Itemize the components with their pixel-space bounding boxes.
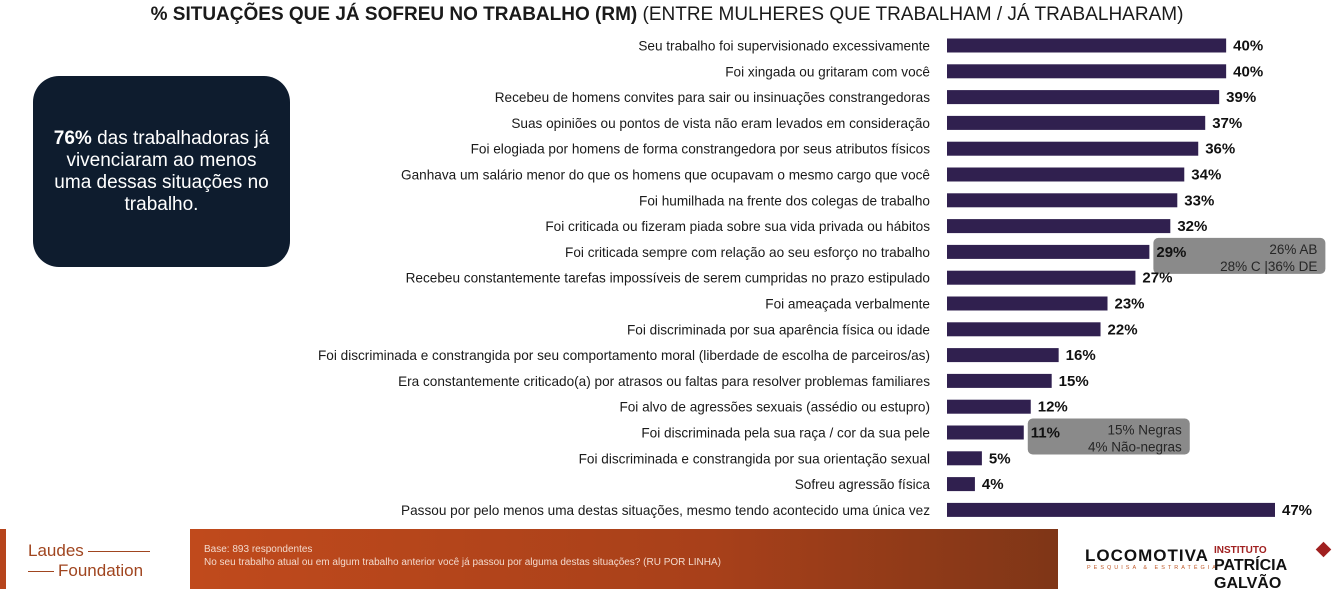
value-label: 27%: [1142, 269, 1173, 287]
category-label: Foi alvo de agressões sexuais (assédio ou estupro): [619, 399, 930, 415]
laudes-logo-line2: Foundation: [58, 561, 144, 580]
value-label: 16%: [1065, 347, 1096, 365]
survey-question: No seu trabalho atual ou em algum trabalho anterior você já passou por alguma destas situações? (RU POR LINHA): [204, 557, 721, 568]
category-label: Foi xingada ou gritaram com você: [725, 64, 930, 80]
bar: [947, 297, 1108, 311]
category-label: Recebeu constantemente tarefas impossíveis de serem cumpridas no prazo estipulado: [405, 270, 930, 286]
bar: [947, 451, 982, 465]
bar: [947, 503, 1275, 517]
value-label: 22%: [1107, 321, 1138, 339]
logo-rule: [28, 571, 54, 573]
value-label: 29%: [1156, 243, 1187, 261]
bar: [947, 374, 1052, 388]
value-label: 39%: [1226, 89, 1257, 107]
locomotiva-logo: LOCOMOTIVA: [1085, 546, 1209, 565]
bar: [947, 116, 1205, 130]
category-label: Foi criticada ou fizeram piada sobre sua vida privada ou hábitos: [545, 219, 930, 235]
annotation-text: 26% AB: [1269, 241, 1318, 257]
category-label: Foi discriminada pela sua raça / cor da sua pele: [641, 425, 930, 441]
bar: [947, 90, 1219, 104]
bar: [947, 64, 1226, 78]
value-label: 34%: [1191, 166, 1222, 184]
value-label: 32%: [1177, 218, 1208, 236]
value-label: 47%: [1282, 501, 1313, 519]
annotation-text: 15% Negras: [1107, 422, 1182, 438]
bar: [947, 245, 1149, 259]
value-label: 15%: [1058, 372, 1089, 390]
bar: [947, 168, 1184, 182]
category-label: Suas opiniões ou pontos de vista não eram levados em consideração: [511, 115, 930, 131]
value-label: 36%: [1205, 140, 1236, 158]
bar: [947, 322, 1101, 336]
category-label: Foi discriminada por sua aparência física ou idade: [626, 322, 930, 338]
logo-rule: [88, 551, 150, 553]
summary-callout-body: das trabalhadoras já vivenciaram ao menos uma dessas situações no trabalho.: [54, 127, 270, 215]
category-label: Foi criticada sempre com relação ao seu esforço no trabalho: [565, 244, 930, 260]
bar: [947, 193, 1177, 207]
base-respondents: Base: 893 respondentes: [204, 544, 313, 555]
category-label: Seu trabalho foi supervisionado excessivamente: [638, 38, 930, 54]
category-label: Foi ameaçada verbalmente: [765, 296, 930, 312]
category-label: Foi discriminada e constrangida por sua orientação sexual: [578, 451, 930, 467]
annotation-text: 4% Não-negras: [1087, 439, 1182, 455]
footer-note-band: [190, 529, 1058, 589]
category-label: Passou por pelo menos uma destas situações, mesmo tendo acontecido uma única vez: [401, 502, 930, 518]
bar: [947, 348, 1059, 362]
annotation-text: 28% C |36% DE: [1220, 258, 1318, 274]
value-label: 5%: [988, 450, 1011, 468]
chart-title-normal: (ENTRE MULHERES QUE TRABALHAM / JÁ TRABALHARAM): [642, 4, 1184, 25]
bar: [947, 39, 1226, 53]
bar: [947, 271, 1135, 285]
bar: [947, 400, 1031, 414]
bar: [947, 477, 975, 491]
laudes-logo-area: [0, 529, 190, 589]
locomotiva-logo-subtitle: PESQUISA & ESTRATÉGIA: [1087, 565, 1219, 571]
footer-note: [204, 543, 721, 569]
category-label: Sofreu agressão física: [794, 477, 930, 493]
bar: [947, 426, 1024, 440]
value-label: 40%: [1233, 37, 1264, 55]
value-label: 37%: [1212, 114, 1243, 132]
laudes-foundation-logo: [28, 541, 154, 581]
ipg-logo-line1: INSTITUTO: [1214, 545, 1267, 556]
bar: [947, 142, 1198, 156]
laudes-logo-line1: Laudes: [28, 541, 84, 560]
value-label: 33%: [1184, 192, 1215, 210]
category-label: Era constantemente criticado(a) por atrasos ou faltas para resolver problemas familiares: [398, 373, 930, 389]
bar: [947, 219, 1170, 233]
category-label: Recebeu de homens convites para sair ou insinuações constrangedoras: [494, 90, 930, 106]
category-label: Foi discriminada e constrangida por seu comportamento moral (liberdade de escolha de parceiros/as): [317, 348, 930, 364]
value-label: 40%: [1233, 63, 1264, 81]
summary-callout-pct: 76%: [53, 127, 92, 149]
value-label: 4%: [981, 476, 1004, 494]
value-label: 11%: [1030, 424, 1060, 442]
value-label: 23%: [1114, 295, 1145, 313]
ipg-logo-line2: PATRÍCIA GALVÃO: [1214, 557, 1287, 592]
category-label: Foi elogiada por homens de forma constrangedora por seus atributos físicos: [470, 141, 930, 157]
chart-title-bold: % SITUAÇÕES QUE JÁ SOFREU NO TRABALHO (RM): [150, 4, 638, 25]
category-label: Ganhava um salário menor do que os homens que ocupavam o mesmo cargo que você: [401, 167, 930, 183]
value-label: 12%: [1037, 398, 1068, 416]
category-label: Foi humilhada na frente dos colegas de trabalho: [639, 193, 930, 209]
